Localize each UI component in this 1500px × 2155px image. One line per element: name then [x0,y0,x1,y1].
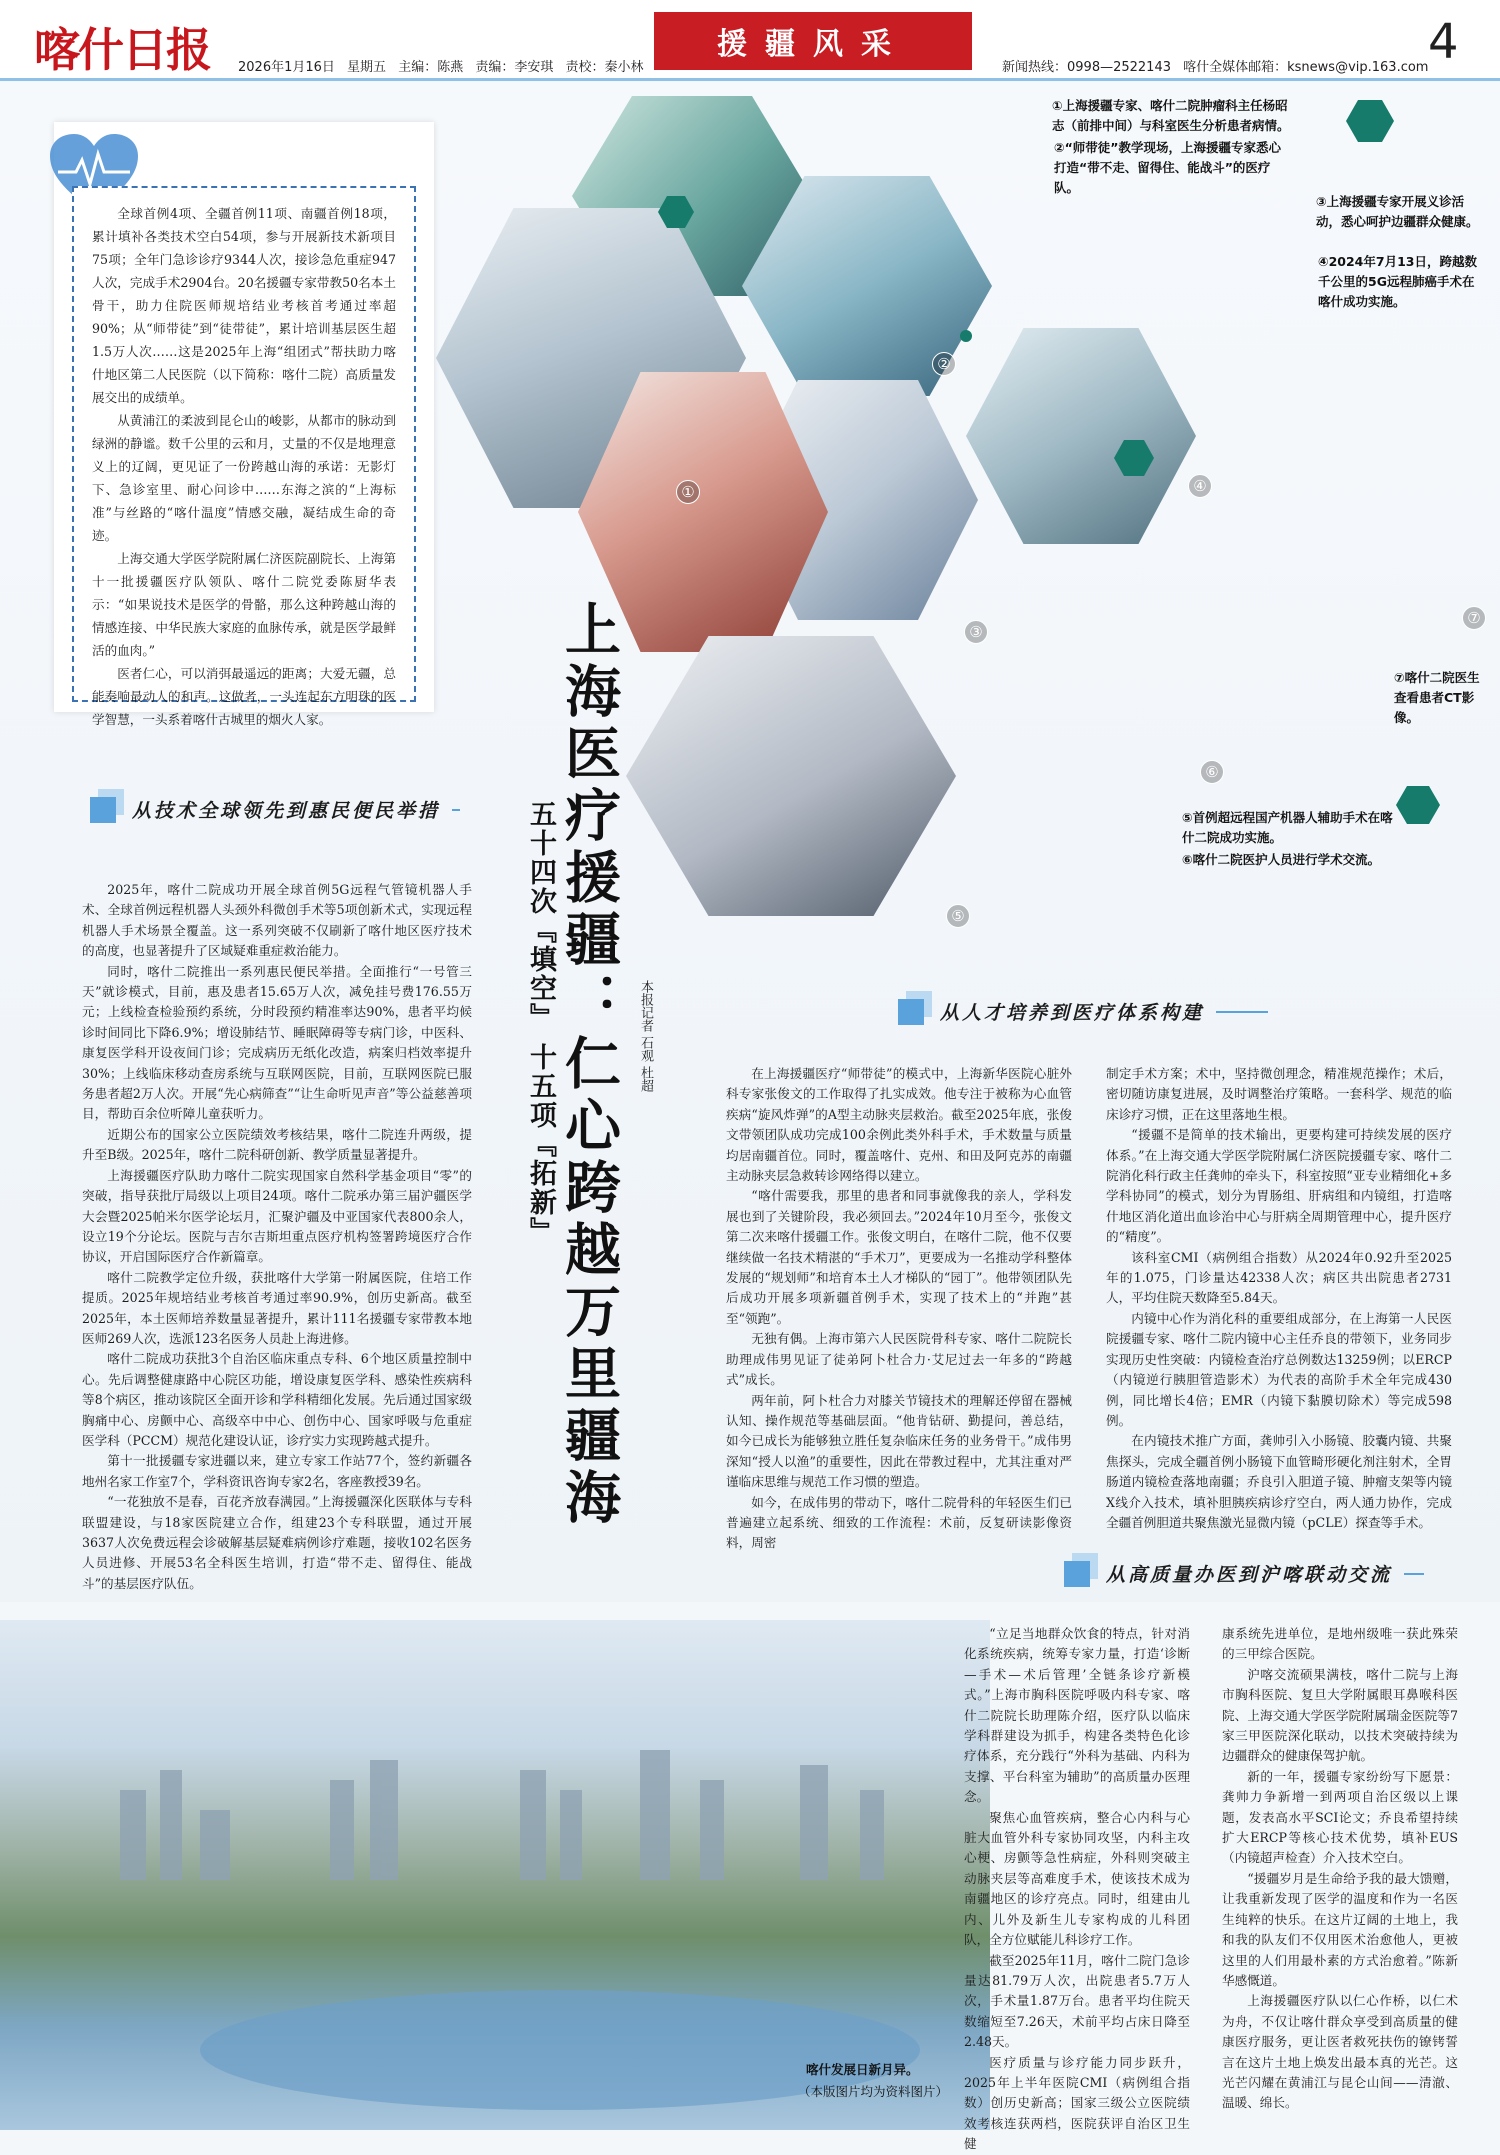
photo-caption-1: ①上海援疆专家、喀什二院肿瘤科主任杨昭志（前排中间）与科室医生分析患者病情。 [1052,98,1290,133]
body-paragraph: 同时，喀什二院推出一系列惠民便民举措。全面推行“一号管三天”就诊模式，目前，惠及患者15.65万人次，减免挂号费176.55万元；上线检查检验预约系统，分时段预约精准率达90%，患者平均候诊时间同比下降6.9%；增设肺结节、睡眠障碍等专病门诊，中医科、康复医学科开设夜间门诊；完成病历无纸化改造，病案归档效率提升30%；上线临床移动查房系统与互联网医院，目前，互联网医院已服务患者超2万人次。开展“先心病筛查”“让生命听见声音”等公益慈善项目，帮助百余位听障儿童获听力。 [82,963,472,1122]
body-paragraph: “一花独放不是春，百花齐放春满园。”上海援疆深化医联体与专科联盟建设，与18家医院建立合作，组建23个专科联盟，通过开展3637人次免费远程会诊破解基层疑难病例诊疗难题，接收102名医务人员进修、开展53名全科医生培训，打造“带不走、留得住、能战斗”的基层医疗队伍。 [82,1494,472,1591]
section-rule [1404,1573,1424,1575]
intro-text-box [72,186,416,727]
section-3-col-1 [964,1624,1190,2155]
photo-caption-5: ⑤首例超远程国产机器人辅助手术在喀什二院成功实施。 [1182,810,1393,845]
proofreader: 责校：秦小林 [565,60,644,75]
photo-caption-2: ②“师带徒”教学现场，上海援疆专家悉心打造“带不走、留得住、能战斗”的医疗队。 [1054,140,1282,195]
photo-caption-6: ⑥喀什二院医护人员进行学术交流。 [1182,852,1381,867]
intro-paragraph: 上海交通大学医学院附属仁济医院副院长、上海第十一批援疆医疗队领队、喀什二院党委陈厨华表示：“如果说技术是医学的骨骼，那么这种跨越山海的情感连接、中华民族大家庭的血脉传承，就是医学最鲜活的血肉。” [92,551,396,658]
body-paragraph: 该科室CMI（病例组合指数）从2024年0.92升至2025年的1.075，门诊量达42338人次；病区共出院患者2731人，平均住院天数降至5.84天。 [1106,1249,1452,1306]
body-paragraph: 如今，在成伟男的带动下，喀什二院骨科的年轻医生们已普遍建立起系统、细致的工作流程：术前，反复研读影像资料，周密 [726,1494,1072,1551]
body-paragraph: 在上海援疆医疗“师带徒”的模式中，上海新华医院心脏外科专家张俊文的工作取得了扎实成效。他专注于被称为心血管疾病“旋风炸弹”的A型主动脉夹层救治。截至2025年底，张俊文带领团队成功完成100余例此类外科手术，手术数量与质量均居南疆首位。同时，覆盖喀什、克州、和田及阿克苏的南疆主动脉夹层急救转诊网络得以建立。 [726,1066,1072,1184]
issue-date: 2026年1月16日 [238,60,335,75]
photo-number: ⑦ [1462,606,1486,630]
section-heading-3 [1064,1560,1424,1587]
intro-paragraph: 从黄浦江的柔波到昆仑山的峻影，从都市的脉动到绿洲的静谧。数千公里的云和月，丈量的不仅是地理意义上的辽阔，更见证了一份跨越山海的承诺：无影灯下、急诊室里、耐心问诊中……东海之滨的“上海标准”与丝路的“喀什温度”情感交融，凝结成生命的奇迹。 [92,413,396,543]
section-marker-icon [898,999,924,1025]
body-paragraph: “立足当地群众饮食的特点，针对消化系统疾病，统筹专家力量，打造‘诊断—手术—术后管理’全链条诊疗新模式。”上海市胸科医院呼吸内科专家、喀什二院院长助理陈介绍，医疗队以临床学科群建设为抓手，构建各类特色化诊疗体系，充分践行“外科为基础、内科为支撑、平台科室为辅助”的高质量办医理念。 [964,1626,1190,1805]
body-paragraph: 2025年，喀什二院成功开展全球首例5G远程气管镜机器人手术、全球首例远程机器人头颈外科微创手术等5项创新术式，实现远程机器人手术场景全覆盖。这一系列突破不仅刷新了喀什地区医疗技术的高度，也显著提升了区域疑难重症救治能力。 [82,882,472,959]
sub-headline: 五十四次『填空』 十五项『拓新』 [525,800,556,1247]
contact-info [1002,56,1428,75]
body-paragraph: “援疆岁月是生命给予我的最大馈赠，让我重新发现了医学的温度和作为一名医生纯粹的快乐。在这片辽阔的土地上，我和我的队友们不仅用医术治愈他人，更被这里的人们用最朴素的方式治愈着。”陈新华感慨道。 [1222,1870,1458,1988]
section-rule [452,809,460,811]
city-skyline-photo [0,1620,990,2130]
body-paragraph: 新的一年，援疆专家纷纷写下愿景：龚帅力争新增一到两项自治区级以上课题，发表高水平SCI论文；乔良希望持续扩大ERCP等核心技术优势，填补EUS（内镜超声检查）介入技术空白。 [1222,1768,1458,1866]
section-heading-1 [90,796,460,823]
chief-editor: 主编：陈燕 [398,60,464,75]
body-paragraph: 截至2025年11月，喀什二院门急诊量达81.79万人次，出院患者5.7万人次，手术量1.87万台。患者平均住院天数缩短至7.26天，术前平均占床日降至2.48天。 [964,1952,1190,2050]
media-email: 喀什全媒体邮箱：ksnews@vip.163.com [1183,60,1429,75]
body-paragraph: 内镜中心作为消化科的重要组成部分，在上海第一人民医院援疆专家、喀什二院内镜中心主任乔良的带领下，业务同步实现历史性突破：内镜检查治疗总例数达13259例；以ERCP（内镜逆行胰胆管造影术）为代表的高阶手术全年完成430例，同比增长4倍；EMR（内镜下黏膜切除术）等完成598例。 [1106,1310,1452,1428]
issue-weekday: 星期五 [347,60,387,75]
decorative-dot [960,330,972,342]
photo-caption-7: ⑦喀什二院医生查看患者CT影像。 [1394,670,1480,725]
section-2-col-1 [726,1064,1072,1554]
photo-number: ③ [964,620,988,644]
section-title: 从高质量办医到沪喀联动交流 [1106,1564,1393,1586]
body-paragraph: 上海援疆医疗队助力喀什二院实现国家自然科学基金项目“零”的突破，指导获批厅局级以上项目24项。喀什二院承办第三届沪疆医学大会暨2025帕米尔医学论坛月，汇聚沪疆及中亚国家代表800余人，设立19个分论坛。医院与吉尔吉斯坦重点医疗机构签署跨境医疗合作协议，开启国际医疗合作新篇章。 [82,1167,472,1265]
section-marker-icon [90,797,116,823]
photo-number: ② [932,352,956,376]
body-paragraph: 康系统先进单位，是地州级唯一获此殊荣的三甲综合医院。 [1222,1626,1458,1662]
responsible-editor: 责编：李安琪 [475,60,554,75]
body-paragraph: 无独有偶。上海市第六人民医院骨科专家、喀什二院院长助理成伟男见证了徒弟阿卜杜合力·艾尼过去一年多的“跨越式”成长。 [726,1331,1072,1388]
body-paragraph: 医疗质量与诊疗能力同步跃升，2025年上半年医院CMI（病例组合指数）创历史新高；国家三级公立医院绩效考核连获两档，医院获评自治区卫生健 [964,2054,1190,2152]
section-2-col-2 [1106,1064,1452,1533]
newspaper-logo: 喀什日报 [34,23,210,77]
city-photo-caption: 喀什发展日新月异。 [806,2062,919,2077]
photo-number: ① [676,480,700,504]
body-paragraph: “援疆不是简单的技术输出，更要构建可持续发展的医疗体系。”在上海交通大学医学院附属仁济医院援疆专家、喀什二院消化科行政主任龚帅的牵头下，科室按照“亚专业精细化+多学科协同”的模式，划分为胃肠组、肝病组和内镜组，打造喀什地区消化道出血诊治中心与肝病全周期管理中心，提升医疗的“精度”。 [1106,1127,1452,1245]
body-paragraph: 上海援疆医疗队以仁心作桥，以仁术为舟，不仅让喀什群众享受到高质量的健康医疗服务，更让医者救死扶伤的镣铐誓言在这片土地上焕发出最本真的光芒。这光芒闪耀在黄浦江与昆仑山间——清澈、温暖、绵长。 [1222,1993,1458,2111]
section-title: 从技术全球领先到惠民便民举措 [132,800,441,822]
body-paragraph: 沪喀交流硕果满枝，喀什二院与上海市胸科医院、复旦大学附属眼耳鼻喉科医院、上海交通大学医学院附属瑞金医院等7家三甲医院深化联动，以技术突破持续为边疆群众的健康保驾护航。 [1222,1666,1458,1764]
section-banner: 援疆风采 [654,12,972,70]
photo-credit: （本版图片均为资料图片） [798,2084,949,2099]
main-headline: 上海医疗援疆：仁心跨越万里疆海 [556,600,621,1530]
page-number: 4 [1428,14,1459,70]
body-paragraph: 第十一批援疆专家进疆以来，建立专家工作站77个，签约新疆各地州名家工作室7个，学科资讯咨询专家2名，客座教授39名。 [82,1453,472,1489]
photo-number: ⑤ [946,904,970,928]
news-hotline: 新闻热线：0998—2522143 [1002,60,1171,75]
body-paragraph: 近期公布的国家公立医院绩效考核结果，喀什二院连升两级，提升至B级。2025年，喀什二院科研创新、教学质量显著提升。 [82,1126,472,1163]
section-3-col-2 [1222,1624,1458,2114]
section-1-body [82,880,472,1594]
body-paragraph: 制定手术方案；术中，坚持微创理念，精准规范操作；术后，密切随访康复进展，及时调整治疗策略。一套科学、规范的临床诊疗习惯，正在这里落地生根。 [1106,1066,1452,1122]
body-paragraph: 在内镜技术推广方面，龚帅引入小肠镜、胶囊内镜、共聚焦探头，完成全疆首例小肠镜下血管畸形硬化剂注射术，全胃肠道内镜检查落地南疆；乔良引入胆道子镜、肿瘤支架等内镜X线介入技术，填补胆胰疾病诊疗空白，两人通力协作，完成全疆首例胆道共聚焦激光显微内镜（pCLE）探查等手术。 [1106,1433,1452,1530]
issue-info [238,56,644,75]
section-title: 从人才培养到医疗体系构建 [940,1002,1205,1024]
body-paragraph: 两年前，阿卜杜合力对膝关节镜技术的理解还停留在器械认知、操作规范等基础层面。“他肯钻研、勤提问，善总结，如今已成长为能够独立胜任复杂临床任务的业务骨干。”成伟男深知“授人以渔”的重要性，因此在带教过程中，尤其注重对严谨临床思维与规范工作习惯的塑造。 [726,1392,1072,1490]
section-heading-2 [898,998,1268,1025]
body-paragraph: 喀什二院成功获批3个自治区临床重点专科、6个地区质量控制中心。先后调整健康路中心院区功能，增设康复医学科、感染性疾病科等8个病区，推动该院区全面开诊和学科精细化发展。先后通过国家级胸痛中心、房颤中心、高级卒中中心、创伤中心、国家呼吸与危重症医学科（PCCM）规范化建设认证，诊疗实力实现跨越式提升。 [82,1351,472,1448]
photo-caption-4: ④2024年7月13日，跨越数千公里的5G远程肺癌手术在喀什成功实施。 [1318,254,1477,309]
body-paragraph: “喀什需要我，那里的患者和同事就像我的亲人，学科发展也到了关键阶段，我必须回去。”2024年10月至今，张俊文第二次来喀什援疆工作。张俊文明白，在喀什二院，他不仅要继续做一名技术精湛的“手术刀”，更要成为一名推动学科整体发展的“规划师”和培育本土人才梯队的“园丁”。他带领团队先后成功开展多项新疆首例手术，实现了技术上的“并跑”甚至“领跑”。 [726,1188,1072,1326]
intro-paragraph: 医者仁心，可以消弭最遥远的距离；大爱无疆，总能奏响最动人的和声。这做者，一头连起东方明珠的医学智慧，一头系着喀什古城里的烟火人家。 [92,666,396,727]
photo-number: ⑥ [1200,760,1224,784]
byline: 本报记者 石观 杜超 [638,980,653,1093]
body-paragraph: 聚焦心血管疾病，整合心内科与心脏大血管外科专家协同攻坚，内科主攻心梗、房颤等急性病症，外科则突破主动脉夹层等高难度手术，使该技术成为南疆地区的诊疗亮点。同时，组建由儿内、儿外及新生儿专家构成的儿科团队，全方位赋能儿科诊疗工作。 [964,1809,1190,1948]
photo-number: ④ [1188,474,1212,498]
masthead-rule [0,78,1500,81]
body-paragraph: 喀什二院教学定位升级，获批喀什大学第一附属医院，住培工作提质。2025年规培结业考核首考通过率90.9%，创历史新高。截至2025年，本土医师培养数量显著提升，累计111名援疆专家带教本地医师269人次，选派123名医务人员赴上海进修。 [82,1269,472,1346]
section-rule [1216,1011,1268,1013]
photo-caption-3: ③上海援疆专家开展义诊活动，悉心呵护边疆群众健康。 [1316,194,1479,229]
intro-paragraph: 全球首例4项、全疆首例11项、南疆首例18项，累计填补各类技术空白54项，参与开展新技术新项目75项；全年门急诊诊疗9344人次，接诊急危重症947人次，完成手术2904台。20名援疆专家带教50名本土骨干，助力住院医师规培结业考核首考通过率超90%；从“师带徒”到“徒带徒”，累计培训基层医生超1.5万人次……这是2025年上海“组团式”帮扶助力喀什地区第二人民医院（以下简称：喀什二院）高质量发展交出的成绩单。 [92,206,396,405]
section-marker-icon [1064,1561,1090,1587]
